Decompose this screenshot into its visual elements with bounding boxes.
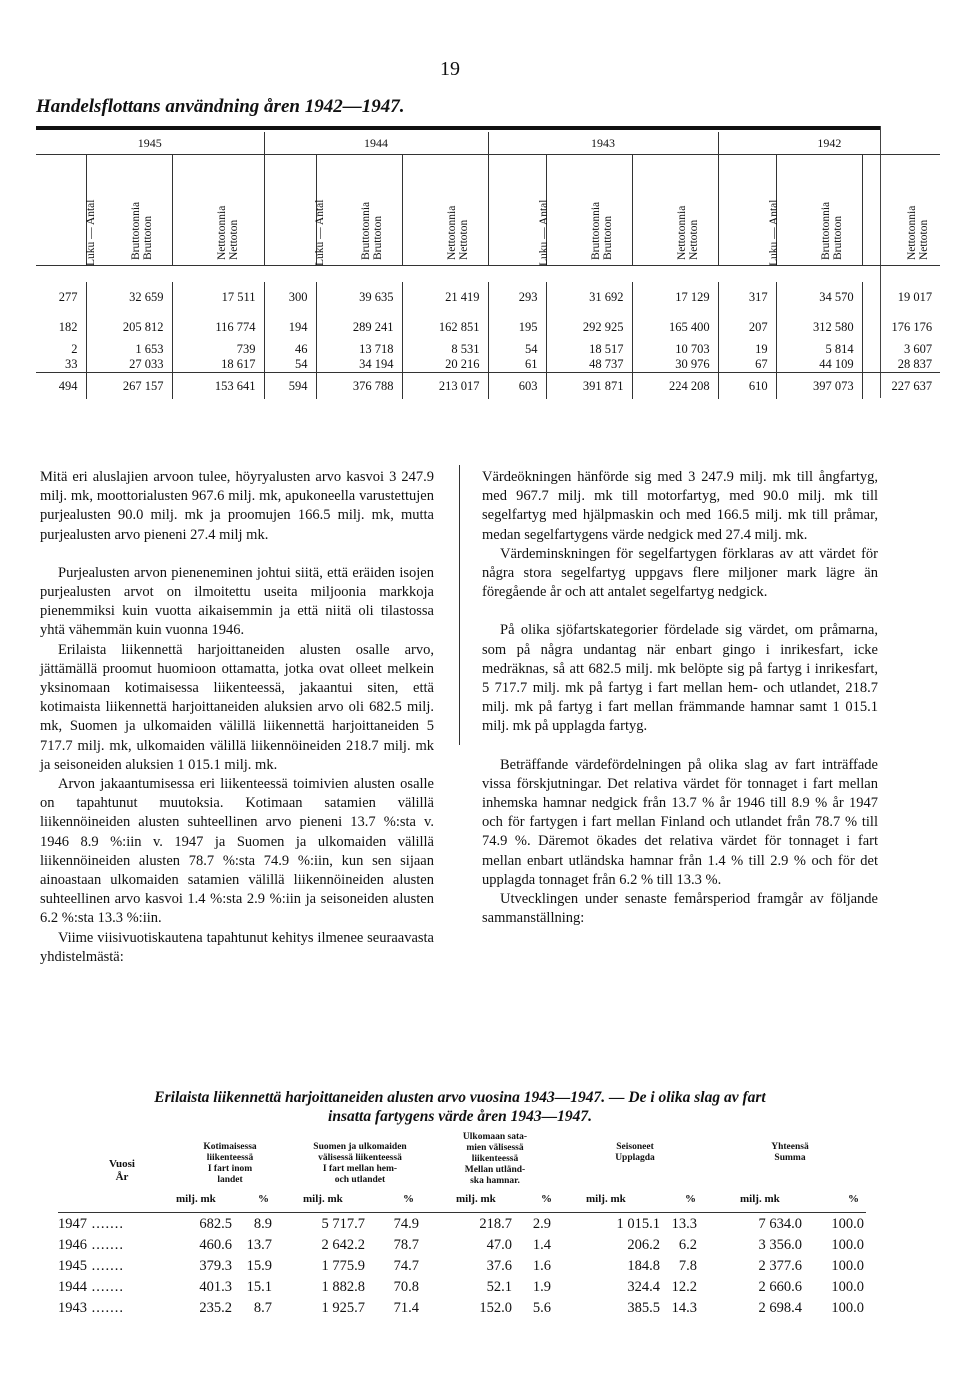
table-cell: 312 580	[776, 312, 862, 342]
value-cell: 71.4	[393, 1300, 419, 1316]
page-number: 19	[440, 58, 460, 80]
unit-label: milj. mk	[740, 1193, 780, 1205]
value-cell: 37.6	[486, 1258, 512, 1274]
value-cell: 460.6	[199, 1237, 232, 1253]
value-cell: 1 775.9	[321, 1258, 365, 1274]
swedish-text-column	[482, 468, 878, 928]
column-header-label: Bruttotonnia Bruttoton	[819, 201, 844, 260]
table-cell: 61	[488, 357, 546, 373]
value-cell: 8.9	[253, 1216, 272, 1232]
value-cell: 7 634.0	[758, 1216, 802, 1232]
value-cell: 1 015.1	[616, 1216, 660, 1232]
table-cell: 267 157	[86, 373, 172, 400]
finnish-text-column	[40, 468, 434, 967]
year-header-row	[36, 132, 940, 155]
column-header	[172, 155, 264, 266]
table-cell: 17 511	[172, 282, 264, 312]
table-cell: 277	[58, 289, 78, 304]
unit-label: milj. mk	[303, 1193, 343, 1205]
value-cell: 74.9	[393, 1216, 419, 1232]
table-cell: 116 774	[172, 312, 264, 342]
table-cell: 67	[718, 357, 776, 373]
group-header: Ulkomaan sata- mien välisessä liikenteessä Mellan utländ- ska hamnar.	[462, 1132, 528, 1186]
table-cell: 603	[488, 373, 546, 400]
value-cell: 100.0	[831, 1300, 864, 1316]
value-cell: 15.9	[246, 1258, 272, 1274]
page-title: Handelsflottans användning åren 1942—1947.	[36, 96, 405, 117]
table-cell: 28 837	[862, 357, 940, 373]
year-header: 1945	[36, 132, 264, 155]
unit-label: %	[541, 1193, 552, 1205]
column-divider	[459, 465, 460, 745]
value-cell: 324.4	[627, 1279, 660, 1295]
paragraph: Värdeökningen hänförde sig med 3 247.9 milj. mk till ångfartyg, med 967.7 milj. mk till motorfartyg, med 90.0 milj. mk till segelfartyg med hjälpmaskin och med 166.5 milj. mk till pråmar, medan segelfartygens värde nedgick med 27.4 milj. mk.	[482, 469, 878, 543]
column-header	[264, 155, 326, 266]
value-cell: 2 660.6	[758, 1279, 802, 1295]
value-cell: 2 377.6	[758, 1258, 802, 1274]
table-cell: 207	[718, 312, 776, 342]
table-cell: 30 976	[632, 357, 718, 373]
table-cell: 610	[718, 373, 776, 400]
table-cell: 213 017	[402, 373, 488, 400]
unit-label: %	[258, 1193, 269, 1205]
value-cell: 74.7	[393, 1258, 419, 1274]
column-header	[546, 155, 632, 266]
value-cell: 13.3	[671, 1216, 697, 1232]
column-header-label: Luku — Antal	[313, 199, 326, 266]
table-cell: 292 925	[546, 312, 632, 342]
bottom-table-title	[60, 1088, 860, 1126]
unit-label: %	[685, 1193, 696, 1205]
table-cell: 397 073	[776, 373, 862, 400]
unit-label: milj. mk	[456, 1193, 496, 1205]
table-cell: 224 208	[632, 373, 718, 400]
column-header	[36, 155, 97, 266]
table-cell: 34 570	[776, 282, 862, 312]
table-cell: 176 176	[862, 312, 940, 342]
table-row	[36, 312, 940, 342]
table-cell: 289 241	[316, 312, 402, 342]
table-cell: 153 641	[172, 373, 264, 400]
column-header	[402, 155, 488, 266]
value-cell: 1.6	[532, 1258, 551, 1274]
column-header-label: Luku — Antal	[767, 199, 780, 266]
table-cell: 46	[264, 342, 316, 357]
column-header	[776, 155, 862, 266]
value-cell: 70.8	[393, 1279, 419, 1295]
table-cell: 48 737	[546, 357, 632, 373]
row-year: 1947 .......	[58, 1216, 124, 1232]
table-cell: 21 419	[402, 282, 488, 312]
year-header: 1943	[488, 132, 718, 155]
paragraph: Värdeminskningen för segelfartygen förklaras av att värdet för några stora segelfartyg uppgavs flere miljoner mark lägre än föregående år och att antalet segelfartyg nedgick.	[482, 545, 878, 601]
value-cell: 78.7	[393, 1237, 419, 1253]
table-cell: 8 531	[402, 342, 488, 357]
value-cell: 152.0	[479, 1300, 512, 1316]
paragraph: Erilaista liikennettä harjoittaneiden alusten osalle arvo, jättämällä proomut huomioon ottamatta, jotka ovat olleet melkein yksinomaan kotimaisessa liikenteessä, jakaantui siten, että kotimaista liikennettä harjoittaneiden aluksien arvo oli 682.5 milj. mk, Suomen ja ulkomaiden välillä liikennettä harjoittaneiden 5 717.7 milj. mk, ulkomaiden välillä liikennöineiden 218.7 milj. mk ja seisoneiden aluksien 1 015.1 milj. mk.	[40, 641, 434, 773]
table-cell: 39 635	[316, 282, 402, 312]
value-cell: 682.5	[199, 1216, 232, 1232]
year-header: 1944	[264, 132, 488, 155]
leader-dots: .......	[87, 1216, 124, 1232]
value-cell: 385.5	[627, 1300, 660, 1316]
table-cell: 54	[488, 342, 546, 357]
paragraph: Beträffande värdefördelningen på olika slag av fart inträffade vissa förskjutningar. Det relativa värdet för tonnaget i fart mellan inhemska hamnar nedgick från 13.7 % år 1946 till 8.9 % år 1947 och för fartygen i fart mellan Finland och utlandet från 78.7 % till 74.9 %. Däremot ökades det relativa värdet för tonnaget i fart mellan enbart utländska hamnar från 1.4 % till 2.9 % och för det upplagda tonnaget från 6.2 % till 13.3 %.	[482, 756, 878, 888]
table-row	[36, 373, 940, 400]
leader-dots: .......	[87, 1237, 124, 1253]
value-cell: 100.0	[831, 1237, 864, 1253]
bottom-title-line-1: Erilaista liikennettä harjoittaneiden alusten arvo vuosina 1943—1947. — De i olika slag av fart	[154, 1089, 766, 1106]
group-header: Suomen ja ulkomaiden välisessä liikenteessä I fart mellan hem- och utlandet	[313, 1142, 407, 1185]
value-cell: 15.1	[246, 1279, 272, 1295]
value-cell: 235.2	[199, 1300, 232, 1316]
table-cell: 165 400	[632, 312, 718, 342]
value-cell: 5.6	[532, 1300, 551, 1316]
table-cell: 19 017	[862, 282, 940, 312]
table-cell: 34 194	[316, 357, 402, 373]
value-cell: 100.0	[831, 1216, 864, 1232]
table-cell: 317	[718, 282, 776, 312]
value-cell: 2 698.4	[758, 1300, 802, 1316]
value-cell: 100.0	[831, 1258, 864, 1274]
table-cell: 391 871	[546, 373, 632, 400]
unit-label: milj. mk	[176, 1193, 216, 1205]
column-header	[86, 155, 172, 266]
value-cell: 218.7	[479, 1216, 512, 1232]
fleet-table	[36, 132, 940, 399]
column-header-label: Bruttotonnia Bruttoton	[129, 201, 154, 260]
table-cell: 19	[718, 342, 776, 357]
table-cell: 27 033	[86, 357, 172, 373]
column-header	[313, 155, 402, 266]
leader-dots: .......	[87, 1300, 124, 1316]
value-cell: 47.0	[486, 1237, 512, 1253]
table-cell: 32 659	[86, 282, 172, 312]
paragraph: På olika sjöfartskategorier fördelade sig värdet, om pråmarna, som på några undantag när enbart gingo i inrikesfart, icke medräknas, så att 682.5 milj. mk belöpte sig på fartyg i inrikesfart, 5 717.7 milj. mk på fartyg i fart mellan hem- och utlandet, 218.7 milj. mk på fartyg i fart mellan främmande hamnar samt 1 015.1 milj. mk på upplagda fartyg.	[482, 622, 878, 735]
column-header	[718, 155, 780, 266]
value-cell: 12.2	[671, 1279, 697, 1295]
table-cell: 13 718	[316, 342, 402, 357]
table-cell: 31 692	[546, 282, 632, 312]
group-header: Seisoneet Upplagda	[615, 1142, 655, 1163]
table-cell: 54	[264, 357, 316, 373]
value-cell: 52.1	[486, 1279, 512, 1295]
value-cell: 7.8	[678, 1258, 697, 1274]
column-header-label: Luku — Antal	[537, 199, 550, 266]
column-header-label: Nettotonnia Nettoton	[445, 205, 470, 260]
table-cell: 739	[172, 342, 264, 357]
column-header	[632, 155, 718, 266]
value-cell: 1 925.7	[321, 1300, 365, 1316]
table-cell: 182	[58, 319, 78, 334]
year-header: 1942	[718, 132, 940, 155]
value-cell: 1.4	[532, 1237, 551, 1253]
value-cell: 5 717.7	[321, 1216, 365, 1232]
column-header-label: Bruttotonnia Bruttoton	[359, 201, 384, 260]
value-cell: 14.3	[671, 1300, 697, 1316]
table-cell: 194	[264, 312, 316, 342]
table-cell: 20 216	[402, 357, 488, 373]
table-cell: 44 109	[776, 357, 862, 373]
unit-label: milj. mk	[586, 1193, 626, 1205]
group-header: Kotimaisessa liikenteessä I fart inom landet	[203, 1142, 257, 1185]
table-cell: 17 129	[632, 282, 718, 312]
value-cell: 206.2	[627, 1237, 660, 1253]
leader-dots: .......	[87, 1279, 124, 1295]
paragraph: Viime viisivuotiskautena tapahtunut kehitys ilmenee seuraavasta yhdistelmästä:	[40, 929, 434, 965]
table-cell: 227 637	[862, 373, 940, 400]
value-cell: 6.2	[678, 1237, 697, 1253]
table-cell: 293	[488, 282, 546, 312]
value-cell: 13.7	[246, 1237, 272, 1253]
value-cell: 8.7	[253, 1300, 272, 1316]
column-header-row	[36, 155, 940, 266]
table-cell: 594	[264, 373, 316, 400]
paragraph: Utvecklingen under senaste femårsperiod framgår av följande sammanställning:	[482, 891, 878, 927]
year-column-header: Vuosi År	[109, 1158, 135, 1183]
bottom-title-line-2: insatta fartygens värde åren 1943—1947.	[328, 1108, 592, 1125]
column-header-label: Nettotonnia Nettoton	[905, 205, 930, 260]
row-year: 1946 .......	[58, 1237, 124, 1253]
table-row	[36, 282, 940, 312]
value-cell: 1.9	[532, 1279, 551, 1295]
column-header-label: Luku — Antal	[85, 199, 97, 266]
table-row	[36, 357, 940, 373]
table-cell: 3 607	[862, 342, 940, 357]
column-header	[862, 155, 940, 266]
paragraph: Mitä eri aluslajien arvoon tulee, höyryalusten arvo kasvoi 3 247.9 milj. mk, moottorialusten 967.6 milj. mk, apukoneella varustettujen purjealusten 90.0 milj. mk ja proomujen 166.5 milj. mk, mutta purjealusten arvo pieneni 27.4 milj mk.	[40, 469, 434, 543]
column-header-label: Nettotonnia Nettoton	[675, 205, 700, 260]
row-year: 1943 .......	[58, 1300, 124, 1316]
leader-dots: .......	[87, 1258, 124, 1274]
value-cell: 2.9	[532, 1216, 551, 1232]
unit-label: %	[403, 1193, 414, 1205]
column-header	[488, 155, 550, 266]
table-cell: 195	[488, 312, 546, 342]
row-year: 1945 .......	[58, 1258, 124, 1274]
value-cell: 3 356.0	[758, 1237, 802, 1253]
table-cell: 376 788	[316, 373, 402, 400]
table-cell: 10 703	[632, 342, 718, 357]
value-cell: 2 642.2	[321, 1237, 365, 1253]
table-cell: 18 517	[546, 342, 632, 357]
table-cell: 205 812	[86, 312, 172, 342]
column-header-label: Nettotonnia Nettoton	[215, 205, 240, 260]
unit-label: %	[848, 1193, 859, 1205]
table-cell: 5 814	[776, 342, 862, 357]
header-rule	[58, 1212, 866, 1213]
table-top-rule	[36, 126, 880, 130]
table-cell: 18 617	[172, 357, 264, 373]
table-cell: 2	[71, 342, 78, 356]
table-cell: 300	[264, 282, 316, 312]
group-header: Yhteensä Summa	[771, 1142, 809, 1163]
table-row	[36, 342, 940, 357]
table-cell: 1 653	[86, 342, 172, 357]
column-header-label: Bruttotonnia Bruttoton	[589, 201, 614, 260]
value-cell: 100.0	[831, 1279, 864, 1295]
value-cell: 1 882.8	[321, 1279, 365, 1295]
value-cell: 184.8	[627, 1258, 660, 1274]
table-cell: 33	[65, 357, 78, 371]
table-cell: 162 851	[402, 312, 488, 342]
table-cell: 494	[36, 373, 86, 400]
value-cell: 401.3	[199, 1279, 232, 1295]
paragraph: Arvon jakaantumisessa eri liikenteessä toimivien alusten osalle on tapahtunut muutoksia. Kotimaan satamien välillä liikennöineiden alusten suhteellinen arvo pieneni 13.7 %:sta v. 1946 8.9 %:iin v. 1947 ja Suomen ja ulkomaiden välillä liikennöineiden alusten 78.7 %:sta 74.9 %:iin, kun sen sijaan ainoastaan ulkomaiden satamien välillä liikennöineiden alusten suhteellinen arvo kasvoi 1.4 %:sta 2.9 %:iin ja seisoneiden alusten 6.2 %:sta 13.3 %:iin.	[40, 776, 434, 927]
value-cell: 379.3	[199, 1258, 232, 1274]
paragraph: Purjealusten arvon pieneneminen johtui siitä, että eräiden isojen purjealusten arvot on ilmoitettu useita miljoonia markkoja pienemmiksi kuin vuotta aikaisemmin ja että niitä oli tilastossa yhtä vähemmän kuin vuonna 1946.	[40, 564, 434, 639]
row-year: 1944 .......	[58, 1279, 124, 1295]
